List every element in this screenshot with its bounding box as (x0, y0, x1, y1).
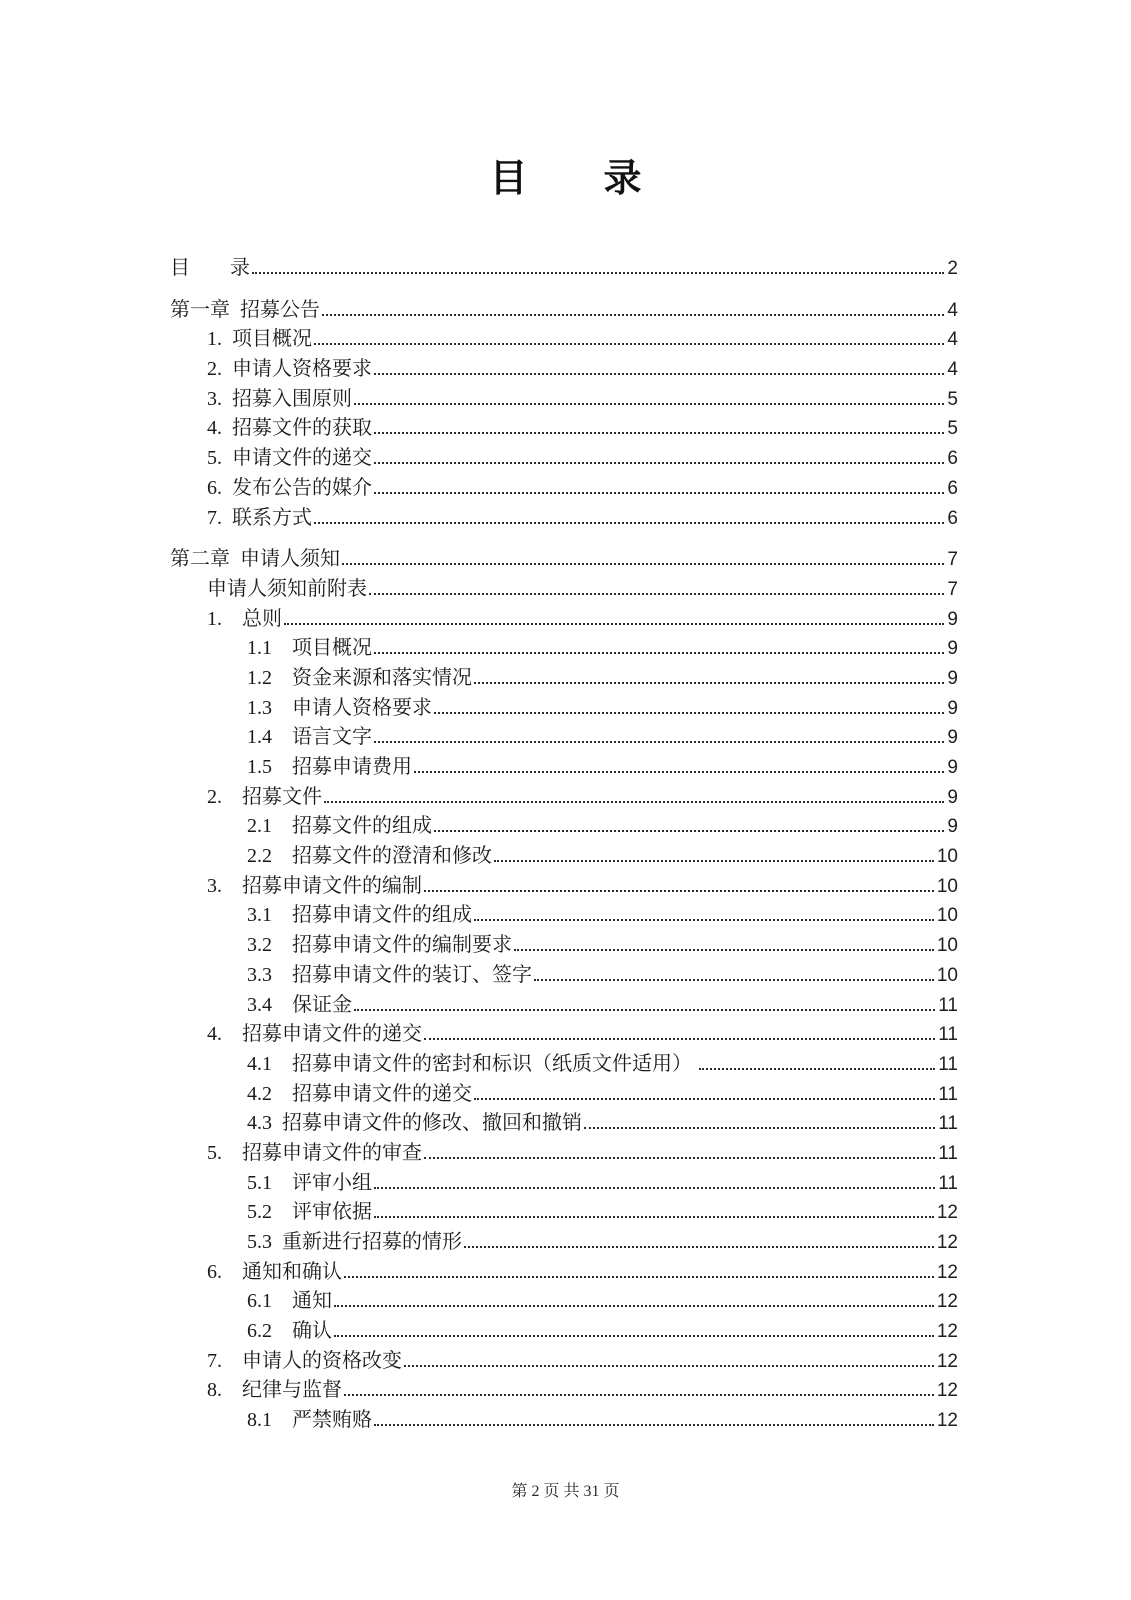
dot-leader (374, 651, 944, 654)
toc-entry-label: 3. 招募入围原则 (207, 387, 352, 410)
toc-entry-page: 10 (936, 846, 958, 868)
toc-entry-page: 5 (947, 418, 958, 440)
toc-entry-label: 5.2 评审依据 (247, 1201, 372, 1224)
toc-entry-page: 12 (936, 1380, 958, 1402)
toc-entry (170, 756, 958, 786)
toc-entry-label: 1.1 项目概况 (247, 637, 372, 660)
toc-entry-label: 7. 联系方式 (207, 506, 312, 529)
toc-entry-label: 7. 申请人的资格改变 (207, 1349, 402, 1372)
dot-leader (374, 491, 944, 494)
toc-entry-page: 7 (947, 578, 958, 600)
dot-leader (322, 313, 944, 316)
toc-entry (170, 578, 958, 608)
toc-entry-label: 3.2 招募申请文件的编制要求 (247, 934, 512, 957)
dot-leader (284, 622, 944, 625)
toc-entry (170, 637, 958, 667)
toc-entry-page: 12 (936, 1261, 958, 1283)
dot-leader (369, 592, 944, 595)
toc-entry (170, 1112, 958, 1142)
dot-leader (374, 740, 944, 743)
dot-leader (334, 1334, 934, 1337)
toc-entry-page: 5 (947, 388, 958, 410)
toc-entry-page: 12 (936, 1410, 958, 1432)
toc-entry-label: 5.1 评审小组 (247, 1171, 372, 1194)
toc-entry-label: 1. 项目概况 (207, 328, 312, 351)
toc-entry (170, 548, 958, 578)
toc-entry-page: 11 (938, 1024, 958, 1046)
toc-entry-label: 3.1 招募申请文件的组成 (247, 904, 472, 927)
dot-leader (344, 1275, 934, 1278)
toc-entry (170, 1172, 958, 1202)
toc-entry-label: 6. 通知和确认 (207, 1260, 342, 1283)
toc-entry-label: 1.2 资金来源和落实情况 (247, 666, 472, 689)
toc-entry (170, 726, 958, 756)
dot-leader (434, 829, 944, 832)
toc-entry-label: 6.1 通知 (247, 1290, 332, 1313)
toc-entry-page: 4 (947, 299, 958, 321)
dot-leader (474, 1097, 935, 1100)
dot-leader (252, 271, 944, 274)
toc-entry-label: 申请人须知前附表 (207, 577, 367, 600)
toc-entry (170, 447, 958, 477)
toc-entry (170, 417, 958, 447)
toc-entry-label: 4. 招募文件的获取 (207, 417, 372, 440)
toc-entry-page: 9 (947, 608, 958, 630)
toc-entry (170, 358, 958, 388)
toc-entry-label: 6.2 确认 (247, 1320, 332, 1343)
dot-leader (374, 1215, 934, 1218)
dot-leader (354, 1008, 935, 1011)
toc-entry-page: 12 (936, 1291, 958, 1313)
dot-leader (354, 402, 944, 405)
toc-entry (170, 507, 958, 537)
dot-leader (374, 461, 944, 464)
toc-entry (170, 815, 958, 845)
toc-entry-label: 4.1 招募申请文件的密封和标识（纸质文件适用） (247, 1052, 697, 1075)
toc-entry-page: 7 (947, 549, 958, 571)
toc-entry-page: 6 (947, 448, 958, 470)
toc-entry (170, 1290, 958, 1320)
toc-entry-label: 3. 招募申请文件的编制 (207, 874, 422, 897)
dot-leader (342, 562, 944, 565)
toc-entry-page: 9 (947, 638, 958, 660)
toc-entry-label: 2.1 招募文件的组成 (247, 815, 432, 838)
toc-entry-label: 8.1 严禁贿赂 (247, 1409, 372, 1432)
dot-leader (374, 1186, 935, 1189)
toc-entry (170, 328, 958, 358)
dot-leader (344, 1393, 934, 1396)
toc-entry-page: 12 (936, 1350, 958, 1372)
dot-leader (424, 1156, 935, 1159)
toc-entry-page: 11 (938, 994, 958, 1016)
toc-entry-page: 12 (936, 1202, 958, 1224)
toc-entry-page: 11 (938, 1142, 958, 1164)
toc-entry-label: 2. 招募文件 (207, 785, 322, 808)
toc-entry (170, 994, 958, 1024)
toc-entry-page: 11 (938, 1053, 958, 1075)
toc-entry-page: 9 (947, 697, 958, 719)
toc-entry-label: 6. 发布公告的媒介 (207, 476, 372, 499)
toc-entry-page: 12 (936, 1321, 958, 1343)
toc-entry-label: 4. 招募申请文件的递交 (207, 1023, 422, 1046)
toc-entry (170, 477, 958, 507)
toc-title: 目 录 (489, 158, 642, 200)
toc-entry-label: 5. 招募申请文件的审查 (207, 1141, 422, 1164)
toc-entry-page: 2 (947, 258, 958, 279)
toc-entry (170, 845, 958, 875)
toc-entry (170, 786, 958, 816)
dot-leader (374, 1423, 934, 1426)
toc-entry-label: 第二章 申请人须知 (170, 548, 340, 571)
toc-entry-label: 2.2 招募文件的澄清和修改 (247, 845, 492, 868)
toc-entry-page: 10 (936, 964, 958, 986)
toc-entry (170, 388, 958, 418)
toc-entry (170, 934, 958, 964)
toc-entry-label: 1.5 招募申请费用 (247, 756, 412, 778)
toc-entry-page: 9 (947, 786, 958, 808)
dot-leader (424, 889, 934, 892)
toc-entry (170, 1142, 958, 1172)
toc-entry-label: 1.4 语言文字 (247, 726, 372, 749)
dot-leader (514, 948, 934, 951)
dot-leader (434, 711, 944, 714)
toc-entry-page: 11 (938, 1113, 958, 1135)
dot-leader (414, 770, 944, 773)
toc-list (170, 257, 958, 1439)
toc-entry (170, 1379, 958, 1409)
dot-leader (699, 1067, 935, 1070)
toc-entry-page: 10 (936, 875, 958, 897)
dot-leader (584, 1126, 935, 1129)
toc-entry (170, 875, 958, 905)
toc-entry (170, 697, 958, 727)
toc-entry (170, 1023, 958, 1053)
toc-entry-label: 5.3 重新进行招募的情形 (247, 1231, 462, 1253)
toc-entry-page: 6 (947, 507, 958, 529)
toc-entry-page: 4 (947, 329, 958, 351)
toc-entry (170, 1320, 958, 1350)
toc-entry-page: 11 (938, 1172, 958, 1194)
toc-entry-page: 9 (947, 757, 958, 778)
toc-entry-label: 第一章 招募公告 (170, 298, 320, 321)
dot-leader (534, 978, 934, 981)
toc-entry-label: 1.3 申请人资格要求 (247, 696, 432, 719)
toc-entry-label: 4.2 招募申请文件的递交 (247, 1082, 472, 1105)
toc-entry-page: 12 (936, 1232, 958, 1253)
toc-entry-page: 4 (947, 359, 958, 381)
dot-leader (474, 918, 934, 921)
toc-entry (170, 1261, 958, 1291)
toc-entry (170, 608, 958, 638)
toc-entry-page: 9 (947, 667, 958, 689)
toc-entry-page: 10 (936, 905, 958, 927)
toc-entry-page: 11 (938, 1083, 958, 1105)
toc-entry-page: 9 (947, 727, 958, 749)
toc-entry-label: 目 录 (170, 257, 250, 279)
dot-leader (324, 800, 944, 803)
dot-leader (314, 521, 944, 524)
toc-entry (170, 667, 958, 697)
toc-entry (170, 1053, 958, 1083)
toc-entry-page: 6 (947, 477, 958, 499)
dot-leader (374, 431, 944, 434)
page-footer: 第 2 页 共 31 页 (511, 1483, 620, 1500)
toc-entry-page: 10 (936, 935, 958, 957)
dot-leader (314, 342, 944, 345)
toc-entry-label: 2. 申请人资格要求 (207, 358, 372, 381)
toc-entry (170, 1409, 958, 1439)
toc-entry (170, 1350, 958, 1380)
toc-entry-label: 1. 总则 (207, 607, 282, 630)
dot-leader (474, 681, 944, 684)
dot-leader (374, 372, 944, 375)
dot-leader (464, 1245, 934, 1248)
dot-leader (494, 859, 934, 862)
toc-entry (170, 1231, 958, 1261)
toc-entry-label: 5. 申请文件的递交 (207, 447, 372, 470)
dot-leader (424, 1037, 935, 1040)
toc-entry (170, 1201, 958, 1231)
toc-entry-page: 9 (947, 816, 958, 838)
dot-leader (404, 1364, 934, 1367)
dot-leader (334, 1304, 934, 1307)
toc-entry-label: 3.3 招募申请文件的装订、签字 (247, 963, 532, 986)
toc-entry (170, 964, 958, 994)
toc-entry-label: 4.3 招募申请文件的修改、撤回和撤销 (247, 1112, 582, 1135)
toc-entry (170, 904, 958, 934)
toc-entry (170, 299, 958, 329)
toc-entry-label: 3.4 保证金 (247, 993, 352, 1016)
toc-entry (170, 257, 958, 287)
toc-entry (170, 1083, 958, 1113)
toc-entry-label: 8. 纪律与监督 (207, 1379, 342, 1402)
